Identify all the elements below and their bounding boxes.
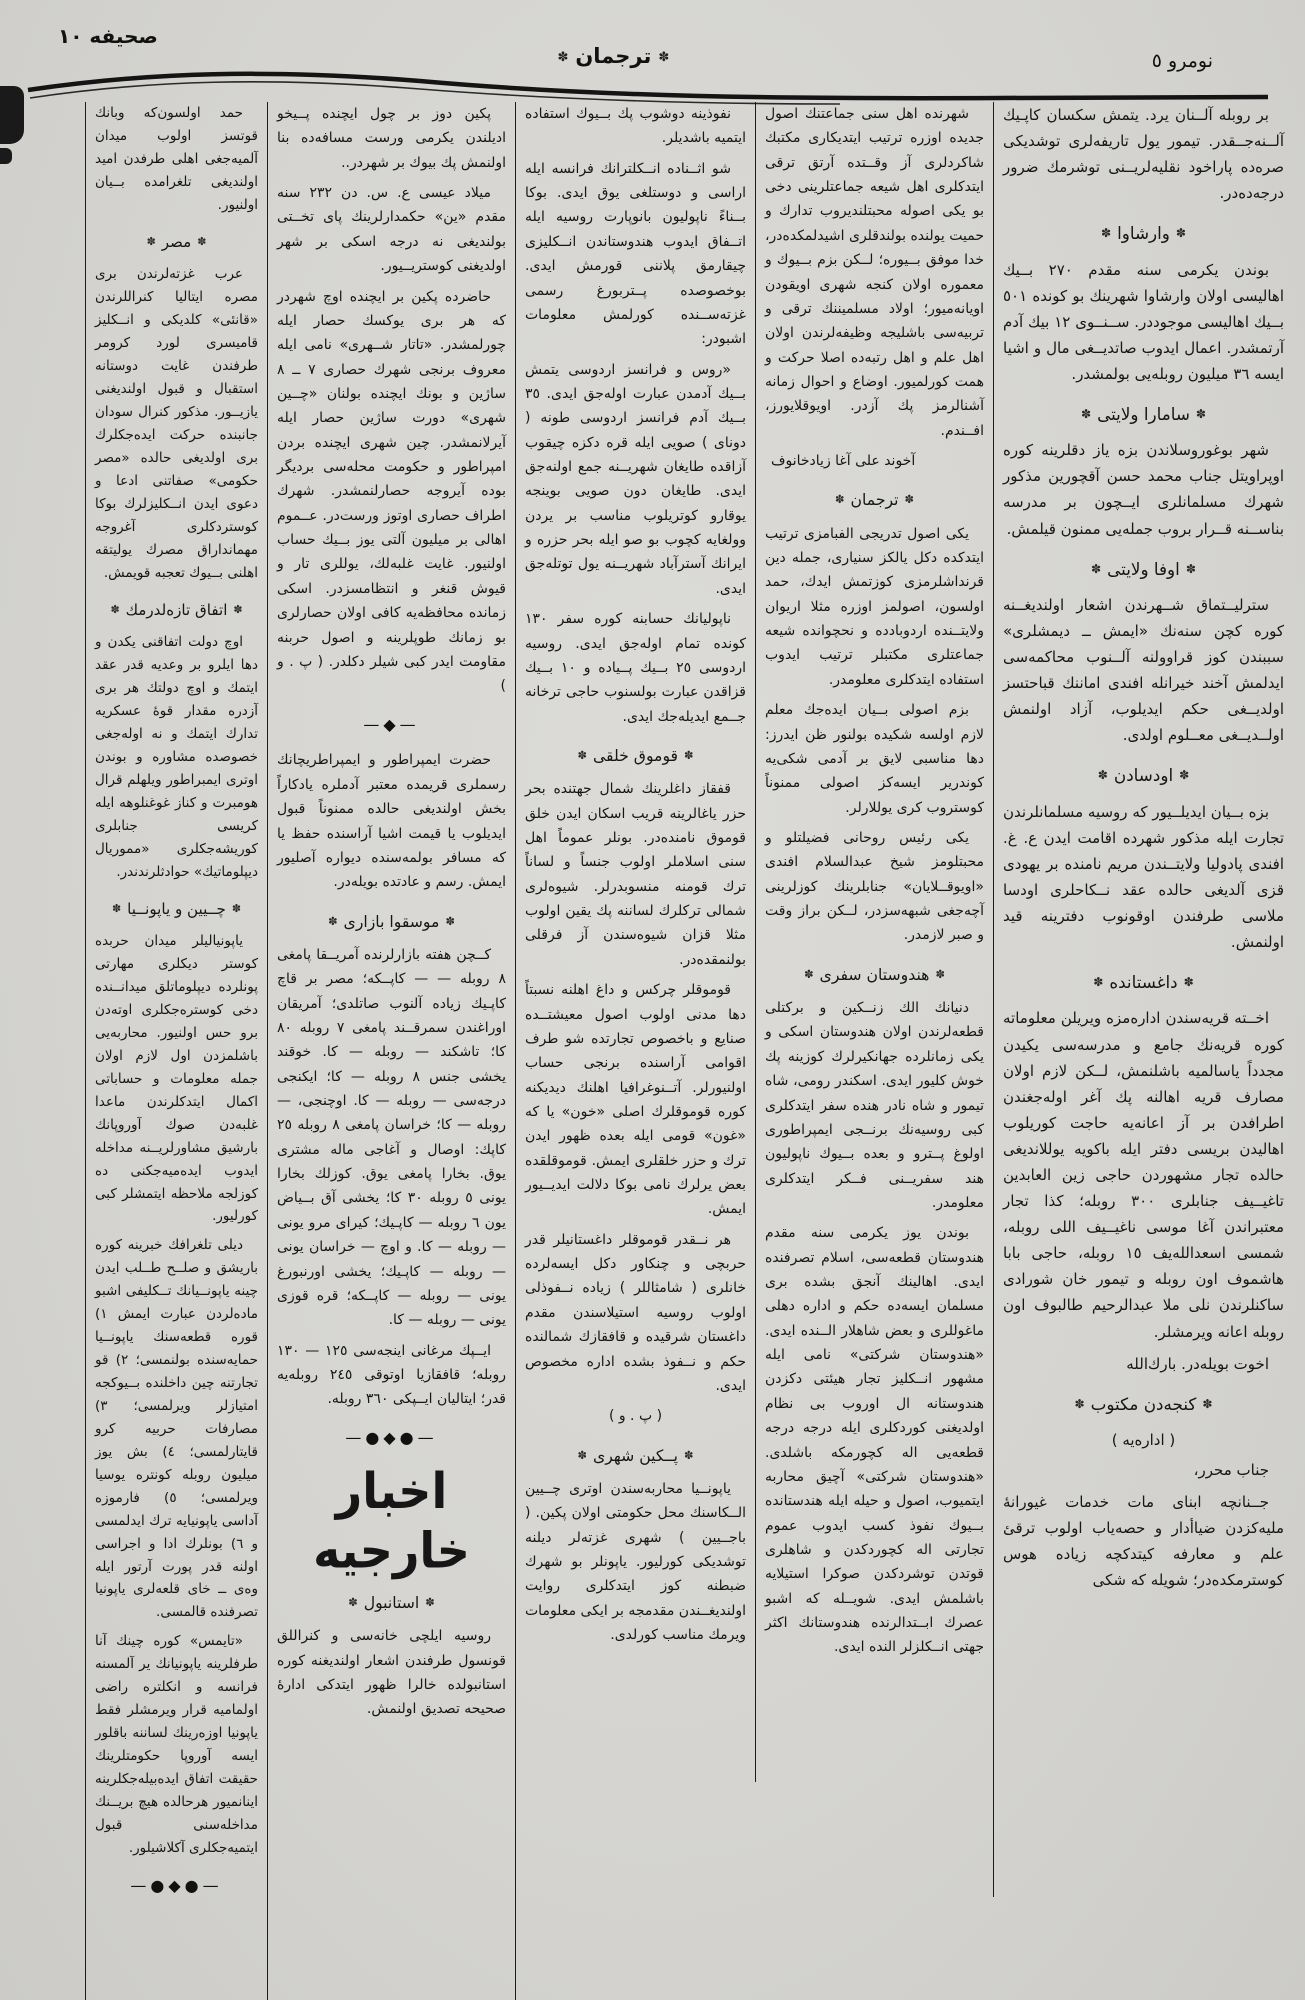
column-3-middle	[515, 102, 755, 2000]
article-paragraph: اخوت بويله‌در. بارك‌الله	[1126, 1354, 1269, 1373]
article-paragraph: نفوذينه دوشوب پك بــيوك استفاده ايتميه باشديلر.	[525, 106, 746, 147]
section-header: ✽ اودسادن ✽	[1003, 761, 1284, 790]
column-4	[267, 102, 515, 2000]
article-paragraph: ميلاد عيسى ع. س. دن ٢٣٢ سنه مقدم «ين» حكمدارلرينك پاى تخــتى بولنديغى نه درجه اسكى بر شهر اولديغنى كوستريــيور.	[277, 185, 506, 275]
article-paragraph: عرب غزته‌لرندن برى مصره ايتاليا كنراللرندن «قانئى» كلديكى و انــكليز قاميسرى لورد كرومر طرفندن غايت دوستانه استقبال و قبول اولنديغنى يازيــور. مذكور كنرال سودان جانبنده حركت ايده‌جكلرك برى اولديغى حالده «مصر حكومى» صفاتنى ادعا و دعوى ايدن انــكليزلرك بوكا كوستردكلرى آغروجه مهمانداراق مصرك يوليتقه اهلنى بــيوك تعجبه قويمش.	[95, 266, 258, 581]
masthead-title: ✽ ترجمان ✽	[550, 44, 676, 68]
article-paragraph: بر روبله آلــنان يرد. يتمش سكسان كاپـيك آلــنه‌جــقدر. تيمور يول تاريفه‌لرى توشديكى صره‌ده پاراخود نقليه‌لريــنى توشرمك ضرور درجه‌ده‌در.	[1003, 106, 1284, 203]
article-paragraph: «تايمس» كوره چينك آنا طرفلرينه ياپونيانك ير آلمسنه فرانسه و انكلتره راضى اولماميه قرار ويرمشلر فقط ياپونيا اوزه‌رينك لساننه باقلور ايسه آوروپا حكومتلرينك حقيقت اتفاق ايده‌بيله‌جكلرينه اينانميور هرحالده هيچ بريــنك مداخله‌سنى قبول ايتميه‌جكلرى آكلاشيلور.	[95, 1633, 258, 1856]
section-header: ✽ وارشاوا ✽	[1003, 219, 1284, 248]
section-header: ✽ هندوستان سفرى ✽	[765, 961, 984, 988]
columns	[8, 102, 1293, 2000]
article-paragraph: بوندن يوز يكرمى سنه مقدم هندوستان قطعه‌سى، اسلام تصرفنده ايدى. اهالينك آنجق بشده برى مسلمان ايسه‌ده حكم و اداره دهلى ماغوللرى و بعض شاهلار الــنده ايدى. «هندوستان شركتى» نامى ايله مشهور انــكليز تجار هيئتى دكزدن هندوستانه ال اوروب بى نظام اولديغنى كوردكلرى ايله درجه درجه قطعه‌يى اله كچورمكه باشلدى. «هندوستان شركتى» آچيق محاربه ايتميوب، اصول و حيله ايله هندستانده بــيوك نفوذ كسب ايدوب عموم تجارتى اله كچوردكدن و شاهلرى قوتدن توشردكدن صوكرا استيلايه باشلمش ايدى. شويــله كه اشبو عصرك ابــتدالرنده هندوستانك اكثر جهتى انــكلزلر النده ايدى.	[765, 1225, 984, 1656]
article-paragraph: شهرنده اهل سنى جماعتنك اصول جديده اوزره ترتيب ايتديكارى مكتبك شاكردلرى آز وقــتده آرتق ترقى ايتدكلرى اهل شيعه جماعتلرينى دخى بو يكى اصوله محبتلنديروب تدارك و حميت يولنده بولندقلرى اشيدلمكده‌در، خدا موفق بــيوره؛ لــكن بزم بــيوك و معموره اولان كنجه شهرى اويقودن اويانه‌ميور؛ اولاد مسلميننك ترقى و تربيه‌سى باشليجه وظيفه‌لرندن اولان اهل علم و اهل رتبه‌ده اصلا حركت و همت كورلميور. اوضاع و احوال زمانه آشنالرمز پك آزدر. اويوقلايورز، افــندم.	[765, 106, 984, 439]
article-paragraph: اوچ دولت اتفاقنى يكدن و دها ايلرو بر وعديه قدر عقد ايتمك و اوچ دولتك هر برى آزدره مقدار قوهٔ عسكريه تدارك ايتمك و نه اوله‌جغى خصوصده مشاوره و بوندن اوترى ايمبراطور ويلهلم قرال هومبرت و كناز غوغنلوهه ايله كريسى جنابلرى كوريشه‌جكلرى «مموريال ديپلوماتيك» حوادثلرندندر.	[95, 634, 258, 880]
article-paragraph: ناپوليانك حسابنه كوره سفر ١٣٠ كونده تمام اوله‌جق ايدى. روسيه اردوسى ٢٥ بــيك پــياده و ١٠ بــيك قزاقدن عبارت بولسنوب حاجى ترخانه جــمع ايديله‌جك ايدى.	[525, 611, 746, 725]
section-header: ✽ قوموق خلقى ✽	[525, 742, 746, 769]
issue-number-label: نومرو ٥	[1151, 50, 1213, 72]
section-header: ✽ داغستانده ✽	[1003, 968, 1284, 997]
article-paragraph: اخــته قريه‌سندن اداره‌مزه ويريلن معلوماته كوره قريه‌نك جامع و مدرسه‌سى يكيدن مجدداً ياسالميه باشلنمش، لــكن لازم اولان مصارف قريه اهالنه پك آغر اوله‌جغندن اطرافدن بر آز اعانه‌يه حاجت كوريلوب اهاليدن بريسى دفتر ايله باكويه يوللانديغى حالده تجار مشهوردن حاجى زين العابدين تاغيــيف جنابلرى ٣٠٠ روبله؛ كذا تجار معتبراندن آغا موسى ناغيــيف اللى روبله، شمسى اسعدالله‌يف ١٥ روبله، حاجى بابا هاشموف اون روبله و تيمور خان شورادى ساكنلرندن نلى ملا عبدالرحيم طالبوف اون روبله اعانه ويرمشلر.	[1003, 1009, 1284, 1341]
section-header: ✽ استانبول ✽	[277, 1589, 506, 1616]
section-header: ✽ اتفاق تازه‌لدرمك ✽	[95, 598, 258, 624]
ornament-divider: —●◆●—	[345, 1427, 438, 1447]
page-number-label: صحيفه ١٠	[58, 24, 158, 48]
section-header: ✽ پــكين شهرى ✽	[525, 1442, 746, 1469]
column-5-leftmost	[85, 102, 267, 2000]
article-paragraph: «روس و فرانسز اردوسى يتمش بــيك آدمدن عبارت اوله‌جق ايدى. ٣٥ بــيك آدم فرانسز اردوسى طونه ( دوناى ) صويى ايله قره دكزه چيقوب آزاقده طايغان شهريــنه جمع اولنه‌جق ايدى. طايغان دون صويى بوينجه يوقارو كوتريلوب مناسب بر يردن وولغايه كچوب بو صو ايله بحر حزره و ايرانك آسترآباد شهريــنه يول توتله‌جق ايدى.	[525, 361, 746, 597]
section-header: ✽ مصر ✽	[95, 230, 258, 256]
parenthetical-note: ( اداره‌يه )	[1111, 1430, 1176, 1449]
article-paragraph: سترليــتماق شــهرندن اشعار اولنديغــنه كوره كچن سنه‌نك «ايمش ــ ديمشلرى» سببندن كوز قراوولنه آلــنوب محاكمه‌سى ايدلمش آخند خيرانله افندى اماننك قباحتسز اولديــغى حكم ايديلوب، آزاد اولنمش اولــديــغى معــلوم اولدى.	[1003, 595, 1284, 745]
article-paragraph: شو اثــناده انــكلترانك فرانسه ايله اراسى و دوستلغى يوق ايدى. بوكا بــناءً ناپوليون بانوپارت روسيه ايله اتــفاق ايدوب هندوستاندن انــكليزى چيقارمق پلاننى قورمش ايدى. بوخصوصده پــتربورغ رسمى غزته‌ســنده كورلمش معلومات اشبودر:	[525, 160, 746, 348]
article-paragraph: بوندن يكرمى سنه مقدم ٢٧٠ بــيك اهاليسى اولان وارشاوا شهرينك بو كونده ٥٠١ بــيك اهاليسى موجوددر. ســنــوى ١٢ بيك آدم آرتمشدر. اعمال ايدوب صاتديــغى مال و اشيا ايسه ٣٦ ميليون روبله‌يى بولمشدر.	[1003, 260, 1285, 383]
section-banner: اخبار خارجيه	[313, 1461, 470, 1580]
section-header: ✽ كنجه‌دن مكتوب ✽	[1003, 1390, 1284, 1419]
ornament-divider: —◆—	[363, 714, 420, 734]
section-header: ✽ اوفا ولايتى ✽	[1003, 555, 1284, 584]
section-header: ✽ سامارا ولايتى ✽	[1003, 400, 1284, 429]
article-paragraph: حاضرده پكين بر ايچنده اوچ شهردر كه هر برى يوكسك حصار ايله چورلمشدر. «تاتار شــهرى» نامى ايله معروف برنجى شهرك حصارى ٧ ــ ٨ ساژين و بونك ايچنده بولنان «چــين شهرى» دورت ساژين حصار ايله آيرلانمشدر. چين شهرى ايچنده بردن امپراطور و حكومت محله‌سى برديگر بوده آيروجه حصارلنمشدر. شهرك اطراف حصارى اوتوز ورست‌در. عــموم اهالى بر ميليون آلتى يوز بــيك حساب اولنيور. غايت غلبه‌لك، يوللرى تار و قيوش قنغر و انتظامسزدر. اسكى زمانده محافظه‌يه كافى اولان حصارلرى بو زمانك طوپلرينه و اصول حربنه مقاومت ايدر كبى شيلر دكلدر. ( پ . و )	[277, 288, 506, 695]
article-paragraph: جــنانچه ابناى مات خدمات غيورانهٔ مليه‌كزدن ضياأدار و حصه‌ياب اولوب ترقئ علم و معارفه كيتدكچه زياده هوس كوسترمكده‌در؛ شويله كه شكى	[1003, 1493, 1284, 1590]
article-paragraph: هر نــقدر قوموقلر داغستانيلر قدر حربچى و چنكاور دكل ايسه‌لرده خانلرى ( شامثاللر ) زياده نــفوذلى اولوب روسيه استيلاسندن مقدم داغستان شرقيده و قافقازك شمالنده حكم و نــفوذ بشده اداره مخصوص ايدى.	[525, 1231, 746, 1394]
article-paragraph: قوموقلر چركس و داغ اهلنه نسبتاً دها مدنى اولوب اصول معيشتــده صنايع و باخصوص تجارتده شو طرف اقوامى آراسنده برنجى حساب اولنيورلر. آتــنوغرافيا اهلنك ديديكنه كوره قوموقلرك اصلى «خون» يا كه «غون» قومى ايله بعده ظهور ايدن ترك و حزر خلقلرى ايمش. قوموقلقده بعض يرلرك نامى بوكا دلالت ايديــيور ايمش.	[525, 982, 746, 1218]
article-paragraph: پكين دوز بر چول ايچنده پــيخو اديلندن يكرمى ورست مسافه‌ده بنا اولنمش پك بيوك بر شهردر..	[277, 106, 506, 171]
article-paragraph: ياپونــيا محاربه‌سندن اوترى چــيين الــكاسنك محل حكومتى اولان پكين. ( باجــيين ) شهرى غزته‌لر ديلنه توشديكى كورليور. ياپونلر بو شهرك ضبطنه كوز ايتدكلرى روايت اولنديغــندن مقدمجه بر ايكى معلومات ويرمك مناسب كورلدى.	[525, 1480, 746, 1644]
article-paragraph: يكى اصول تدريجى الفبامزى ترتيب ايتدكده دكل يالكز سنيارى، جمله دين قرنداشلرمزى كوزتمش ايدك، حمد اولسون، اصولمز اوزره مثلا اريوان ولايتــنده اردوبادده و نحچواندە شيعه جماعتلرى مكتبلر ترتيب ايدوب استفاده ايتدكلرى معلومدر.	[765, 525, 984, 688]
section-header: ✽ ترجمان ✽	[765, 486, 984, 513]
ornament-divider: —●◆●—	[130, 1875, 223, 1895]
article-paragraph: ديلى تلغرافك خبرينه كوره باريشق و صلــح طــلب ايدن چينه ياپونــيانك تــكليفى اشبو ماده‌لردن عبارت ايمش ١) قوره قطعه‌سنك ياپونــيا حمايه‌سنده بولنمسى؛ ٢) قو تجارتنه چين داخلنده بــيوكجه امتيازلر ويرلمسى؛ ٣) مصارفات حربيه كرو قايتارلمسى؛ ٤) بش يوز ميليون روبله كونتره يوسيا ويرلمسى؛ ٥) فارموزه آداسى ياپونيايه ترك ايدلمسى و ٦) بونلرك ادا و اجراسى اولنه قدر پورت آرتور ايله وەى ــ خاى قلعه‌لرى ياپونيا تصرفنده قالمسى.	[95, 1237, 258, 1621]
column-1-rightmost	[993, 102, 1293, 1897]
article-paragraph: حمد اولسون‌كه وبانك قوتسز اولوب ميدان آلميه‌جغى اهلى طرفدن اميد اولنديغى تلغرامده بــيان اولنيور.	[95, 105, 258, 213]
article-paragraph: يكى رئيس روحانى فضيلتلو و محبتلومز شيخ عبدالسلام افندى «اويوقــلايان» جنابلرينك كوزلرينى آچه‌جغى شبهه‌سزدر، لــكن براز وقت و صبر لازمدر.	[765, 829, 984, 944]
article-paragraph: حضرت ايمپراطور و ايمپراطريچانك رسملرى قريمده معتبر آدملره يادكاراً بخش اولنديغى حالده ممنوناً قبول ايديلوب يا قيمت اشيا آراسنده حفظ يا كه مسافر بولمه‌سنده ديواره آصليور ايمش. رسم و عادتده بويله‌در.	[277, 752, 506, 891]
article-paragraph: بزه بــيان ايديلــيور كه روسيه مسلمانلرندن تجارت ايله مذكور شهرده اقامت ايدن ع. غ. افندى پادوليا ولايتــندن مريم نامنده بر يهودى قزى آلديغى حالده عقد نــكاحلرى اودسا ملاسى طرفندن اوقونوب دفترينه قيد اولنمش.	[1003, 802, 1284, 952]
article-paragraph: ايــپك مرغانى اينجه‌سى ١٢٥ — ١٣٠ روبله؛ قافقازيا اوتوقى ٢٤٥ روبله‌يه قدر؛ ايتاليان ايــپكى ٣٦٠ روبله.	[277, 1342, 506, 1408]
article-paragraph: بزم اصولى بــيان ايده‌جك معلم لازم اولسه شكيده بولنور ظن ايدرز: دها مناسبى لايق بر آدمى شكى‌يه كوندرير ايسه‌كز اصولى ممنوناً كوستروب كرى يوللارلر.	[765, 702, 984, 816]
column-2	[755, 102, 993, 1782]
masthead-rule	[0, 66, 1305, 106]
byline: آخوند على آغا زيادخانوف	[771, 453, 916, 470]
article-paragraph: ياپونياليلر ميدان حربده كوستر ديكلرى مهارتى پونلرده ديپلوماتلق ميدانــنده دخى كوستره‌جكلرى اوته‌دن برو حس اولنيور. محاربه‌يى باشلمزدن اول لازم اولان جمله معلومات و حساباتى اكمال ايتدكلرندن ماعدا غلبه‌دن صوك آوروپانك بارشيق مشاورلريــنه مداخله ايدوب ايده‌ميه‌جكنى ده كوزلجه ملاحظه ايتمشلر كبى كورليور.	[95, 933, 258, 1225]
section-header: ✽ چــيين و ياپونــيا ✽	[95, 897, 258, 923]
article-paragraph: دنيانك الك زنــكين و بركتلى قطعه‌لرندن اولان هندوستان اسكى و يكى زمانلرده جهانكيرلرك كوزينه پك خوش كليور ايدى. اسكندر رومى، شاه تيمور و شاه نادر هنده سفر ايتدكلرى كبى روسيه‌نك برنــجى ايمپراطورى اولوغ پــترو و بعده بــيوك ناپوليون هند سفريــنى فــكر ايتدكلرى معلومدر.	[765, 1000, 984, 1211]
article-paragraph: روسيه ايلچى خانه‌سى و كنراللق قونسول طرفندن اشعار اولنديغنه كوره استانبولده خالرا ظهور ايتدكى ادارهٔ صحيحه تصديق اولنمش.	[277, 1628, 506, 1718]
article-paragraph: جناب محرر،	[1193, 1461, 1269, 1480]
article-paragraph: قفقاز داغلرينك شمال جهتنده بحر حزر ياغالرينه قريب اسكان ايدن خلق قوموق نامنده‌در. بونلر عموماً اهل سنى اسلاملر اولوب جنساً و لساناً ترك قومنه منسوبدرلر. شيوه‌لرى شمالى تركلرك لساننه پك يقين اولوب مثلا قزان شيوه‌سندن آز فرقلى بولنمقده‌در.	[525, 781, 746, 968]
article-paragraph: شهر بوغوروسلاندن بزه ياز دقلرينه كوره اوپراويتل جناب محمد حسن آقچورين مذكور شهرك مسلمانلرى ايــچون بر مدرسه بناســنه قــرار بروب جمله‌يى ممنون قيلمش.	[1003, 441, 1284, 538]
article-paragraph: كــچن هفته بازارلرنده آمريــقا پامغى ٨ روبله — — كاپــكه؛ مصر بر قاچ كاپـيك زياده آلنوب صاتلدى؛ آمريقان اوراغندن سمرقــند پامغى ٧ روبله ٨٠ كا؛ تاشكند — روبله — كا. خوقند يخشى جنس ٨ روبله — كا؛ ايكنجى درجه‌سى — روبله — كا. اوچنجى، — روبله — كا؛ خراسان پامغى ٨ روبله ٢٥ كاپك: اوصال و آغاجى ماله مشترى يوق. بخارا پامغى يوق. كوزلك بخارا يونى ٥ روبله ٣٠ كا؛ يخشى آق بــياض يون ٦ روبله — كاپـيك؛ كيراى مرو يونى — روبله — كا. و اوچ — خراسان يونى — روبله — كاپـيك؛ يخشى اورنبورغ يونى — روبله — كاپــكه؛ قره قوزى يونى — روبله — كا.	[277, 946, 506, 1329]
parenthetical-note: ( پ . و )	[608, 1408, 663, 1425]
section-header: ✽ موسقوا بازارى ✽	[277, 908, 506, 935]
